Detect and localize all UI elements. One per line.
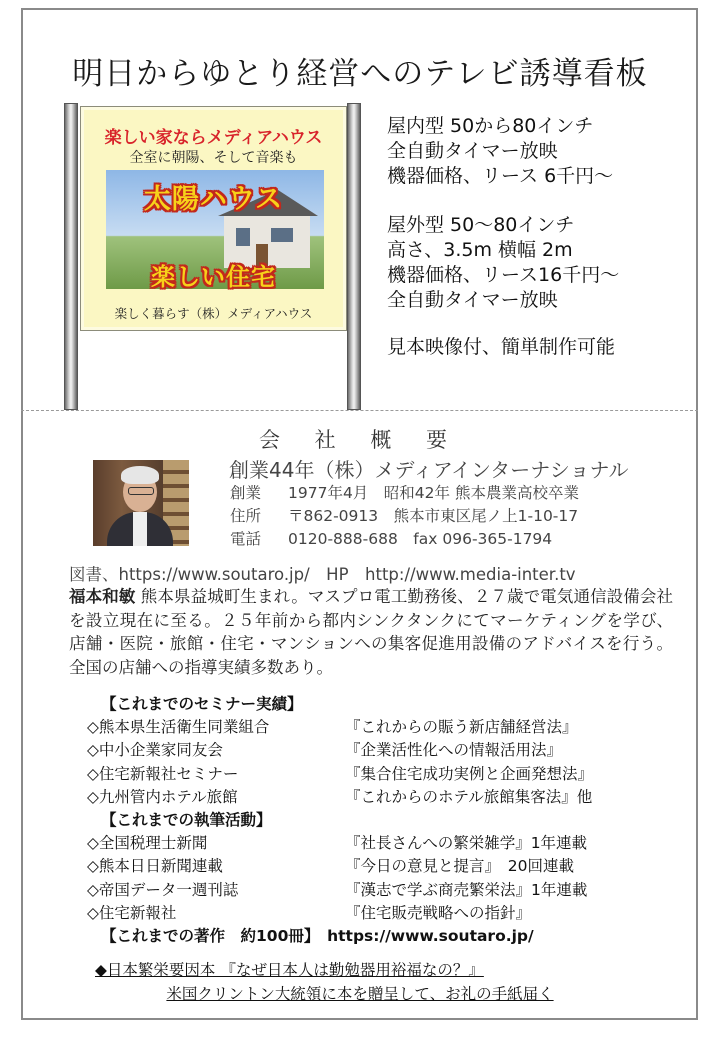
list-item-title: 『社長さんへの繁栄雑学』1年連載 — [345, 834, 588, 853]
list-item-org: ◇全国税理士新聞 — [87, 834, 208, 853]
sign-pole-left — [64, 103, 78, 410]
bio-text: 熊本県益城町生まれ。マスプロ電工勤務後、２７歳で電気通信設備会社を設立現在に至る。２５年前から都内シンクタンクにてマーケティングを学び、店舗・医院・旅館・住宅・マンションへの集客促進用設備のアドバイスを行う。全国の店舗への指導実績多数あり。 — [69, 587, 673, 677]
list-item — [87, 902, 593, 925]
list-item — [87, 716, 593, 739]
list-item — [87, 786, 593, 809]
sign-line1: 楽しい家ならメディアハウス — [104, 128, 323, 148]
list-item — [87, 739, 593, 762]
company-heading: 会 社 概 要 — [258, 428, 462, 452]
list-item-org: ◇住宅新報社セミナー — [87, 764, 239, 783]
list-item-title: 『これからのホテル旅館集客法』他 — [345, 787, 593, 806]
glasses — [128, 487, 154, 495]
address-value: 〒862-0913 熊本市東区尾ノ上1-10-17 — [288, 507, 579, 525]
list-item-title: 『集合住宅成功実例と企画発想法』 — [345, 764, 594, 783]
hair — [121, 466, 159, 484]
shirt — [133, 512, 147, 546]
list-item — [87, 763, 593, 786]
spec-line: 機器価格、リース 6千円～ — [387, 165, 614, 187]
list-item — [87, 879, 593, 902]
footer-book-link[interactable]: ◆日本繁栄要因本 『なぜ日本人は勤勉器用裕福なの？』 — [95, 961, 484, 979]
footer-note[interactable]: 米国クリントン大統領に本を贈呈して、お礼の手紙届く — [166, 985, 554, 1003]
signboard — [80, 106, 347, 331]
website-links[interactable]: 図書、https://www.soutaro.jp/ HP http://www.media-inter.tv — [69, 565, 576, 584]
list-item-title: 『これからの賑う新店舗経営法』 — [345, 718, 578, 737]
specs-block — [387, 114, 619, 360]
page-title: 明日からゆとり経営へのテレビ誘導看板 — [72, 56, 648, 92]
writings-heading: 【これまでの執筆活動】 — [101, 810, 272, 829]
address-label: 住所 — [230, 507, 262, 525]
list-item-org: ◇九州管内ホテル旅館 — [87, 787, 238, 806]
list-item-org: ◇中小企業家同友会 — [87, 741, 223, 760]
phone-value: 0120-888-688 fax 096-365-1794 — [288, 530, 553, 548]
bio-name: 福本和敏 — [69, 587, 136, 606]
dashed-divider — [21, 410, 698, 411]
list-item-org: ◇熊本県生活衛生同業組合 — [87, 718, 270, 737]
spec-line: 高さ、3.5m 横幅 2m — [387, 239, 573, 261]
company-name: 創業44年（株）メディアインターナショナル — [229, 458, 629, 482]
founded-label: 創業 — [230, 484, 262, 502]
list-item-title: 『住宅販売戦略への指針』 — [345, 903, 532, 922]
spec-line: 屋内型 50から80インチ — [387, 115, 594, 137]
phone-label: 電話 — [230, 530, 262, 548]
spec-line: 全自動タイマー放映 — [387, 140, 558, 162]
list-item — [87, 855, 593, 878]
spec-line: 全自動タイマー放映 — [387, 289, 558, 311]
spec-line: 機器価格、リース16千円～ — [387, 264, 620, 286]
list-item-title: 『今日の意見と提言』 20回連載 — [345, 857, 574, 876]
company-info — [230, 482, 579, 551]
spec-line: 屋外型 50～80インチ — [387, 214, 575, 236]
list-item-title: 『企業活性化への情報活用法』 — [345, 741, 563, 760]
portrait-photo — [93, 460, 189, 546]
spec-note: 見本映像付、簡単制作可能 — [387, 336, 616, 358]
list-item-org: ◇熊本日日新聞連載 — [87, 857, 223, 876]
house-window — [236, 228, 250, 246]
sign-footer: 楽しく暮らす（株）メディアハウス — [114, 306, 313, 321]
list-item — [87, 832, 593, 855]
list-item-org: ◇住宅新報社 — [87, 903, 177, 922]
sign-slogan: 楽しい住宅 — [151, 263, 276, 291]
list-item-title: 『漢志で学ぶ商売繁栄法』1年連載 — [345, 880, 588, 899]
list-item-org: ◇帝国データ一週刊誌 — [87, 880, 239, 899]
seminars-heading: 【これまでのセミナー実績】 — [101, 695, 303, 713]
books-heading[interactable]: 【これまでの著作 約100冊】 https://www.soutaro.jp/ — [101, 926, 534, 945]
achievements-list — [87, 693, 593, 948]
sign-brand: 太陽ハウス — [143, 184, 284, 215]
bio-paragraph — [69, 585, 673, 679]
house-window — [271, 228, 293, 242]
founded-value: 1977年4月 昭和42年 熊本農業高校卒業 — [288, 484, 579, 502]
sign-pole-right — [347, 103, 361, 410]
sign-line2: 全室に朝陽、そして音楽も — [129, 150, 298, 166]
